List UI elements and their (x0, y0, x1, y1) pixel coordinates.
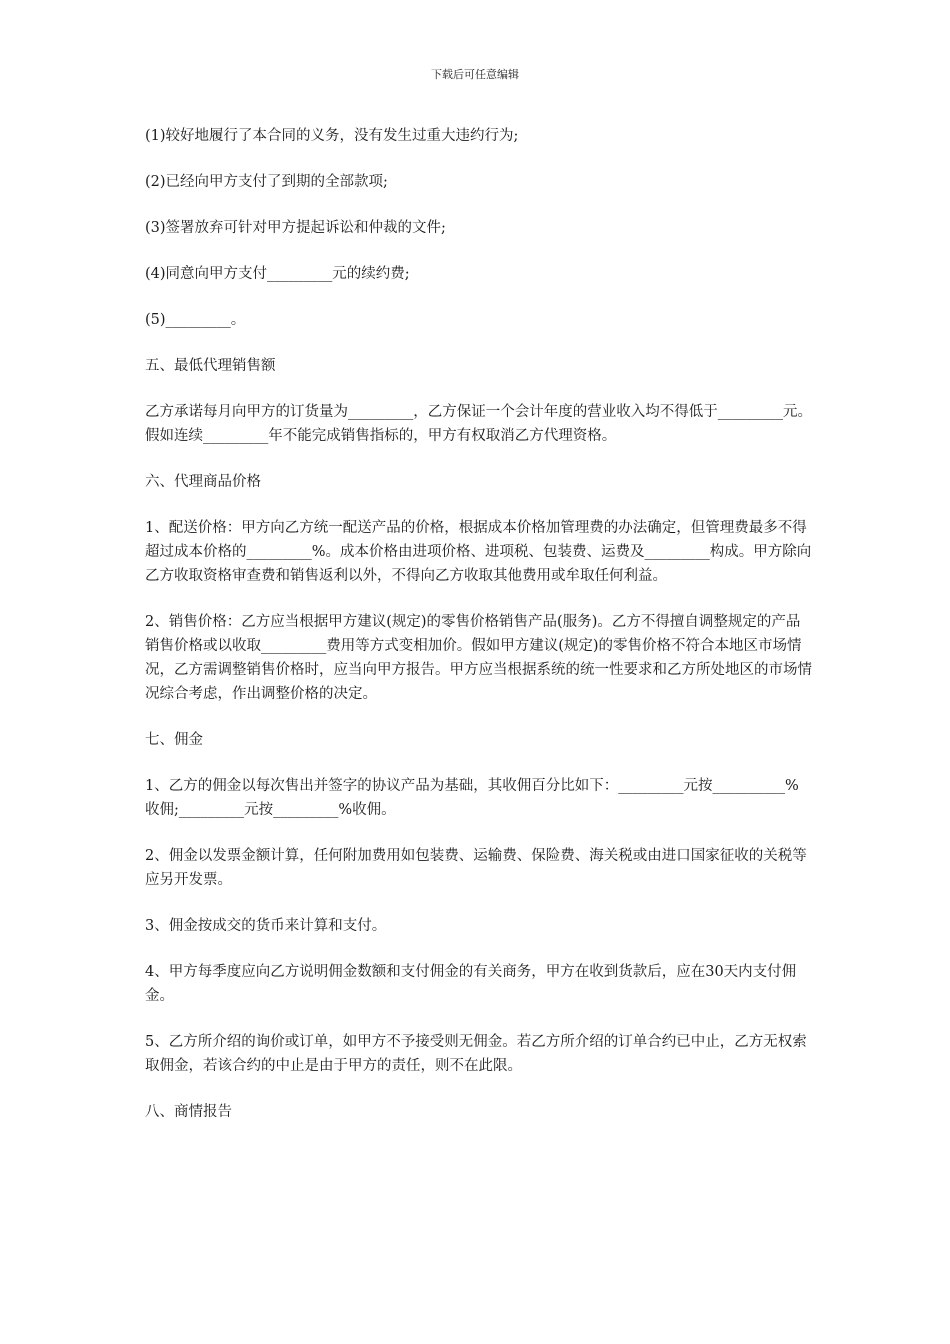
clause-renewal-condition-2: (2)已经向甲方支付了到期的全部款项; (145, 174, 388, 190)
clause-renewal-condition-3: (3)签署放弃可针对甲方提起诉讼和仲裁的文件; (145, 220, 446, 236)
section-title-product-price: 六、代理商品价格 (145, 474, 261, 490)
clause-renewal-condition-4: (4)同意向甲方支付_________元的续约费; (145, 266, 410, 282)
clause-commission-3: 3、佣金按成交的货币来计算和支付。 (145, 918, 387, 934)
page-header-note: 下载后可任意编辑 (431, 68, 519, 81)
clause-minimum-sales: 乙方承诺每月向甲方的订货量为_________，乙方保证一个会计年度的营业收入均不得低于_________元。假如连续_________年不能完成销售指标的，甲方有权取消乙方代理资格。 (145, 404, 812, 444)
clause-commission-1: 1、乙方的佣金以每次售出并签字的协议产品为基础，其收佣百分比如下：_________元按__________%收佣;_________元按_________%收佣。 (145, 778, 799, 818)
section-title-minimum-sales: 五、最低代理销售额 (145, 358, 276, 374)
clause-delivery-price: 1、配送价格：甲方向乙方统一配送产品的价格，根据成本价格加管理费的办法确定，但管理费最多不得超过成本价格的_________%。成本价格由进项价格、进项税、包装费、运费及_________构成。甲方除向乙方收取资格审查费和销售返利以外，不得向乙方收取其他费用或牟取任何利益。 (145, 520, 812, 584)
section-title-business-report: 八、商情报告 (145, 1104, 232, 1120)
document-body (145, 124, 813, 1146)
clause-retail-price: 2、销售价格：乙方应当根据甲方建议(规定)的零售价格销售产品(服务)。乙方不得擅自调整规定的产品销售价格或以收取_________费用等方式变相加价。假如甲方建议(规定)的零售价格不符合本地区市场情况，乙方需调整销售价格时，应当向甲方报告。甲方应当根据系统的统一性要求和乙方所处地区的市场情况综合考虑，作出调整价格的决定。 (145, 614, 812, 702)
clause-renewal-condition-1: (1)较好地履行了本合同的义务，没有发生过重大违约行为; (145, 128, 519, 144)
section-title-commission: 七、佣金 (145, 732, 203, 748)
clause-commission-5: 5、乙方所介绍的询价或订单，如甲方不予接受则无佣金。若乙方所介绍的订单合约已中止，乙方无权索取佣金，若该合约的中止是由于甲方的责任，则不在此限。 (145, 1034, 807, 1074)
clause-commission-4: 4、甲方每季度应向乙方说明佣金数额和支付佣金的有关商务，甲方在收到货款后，应在30天内支付佣金。 (145, 964, 797, 1004)
clause-commission-2: 2、佣金以发票金额计算，任何附加费用如包装费、运输费、保险费、海关税或由进口国家征收的关税等应另开发票。 (145, 848, 807, 888)
clause-renewal-condition-5: (5)_________。 (145, 312, 246, 328)
